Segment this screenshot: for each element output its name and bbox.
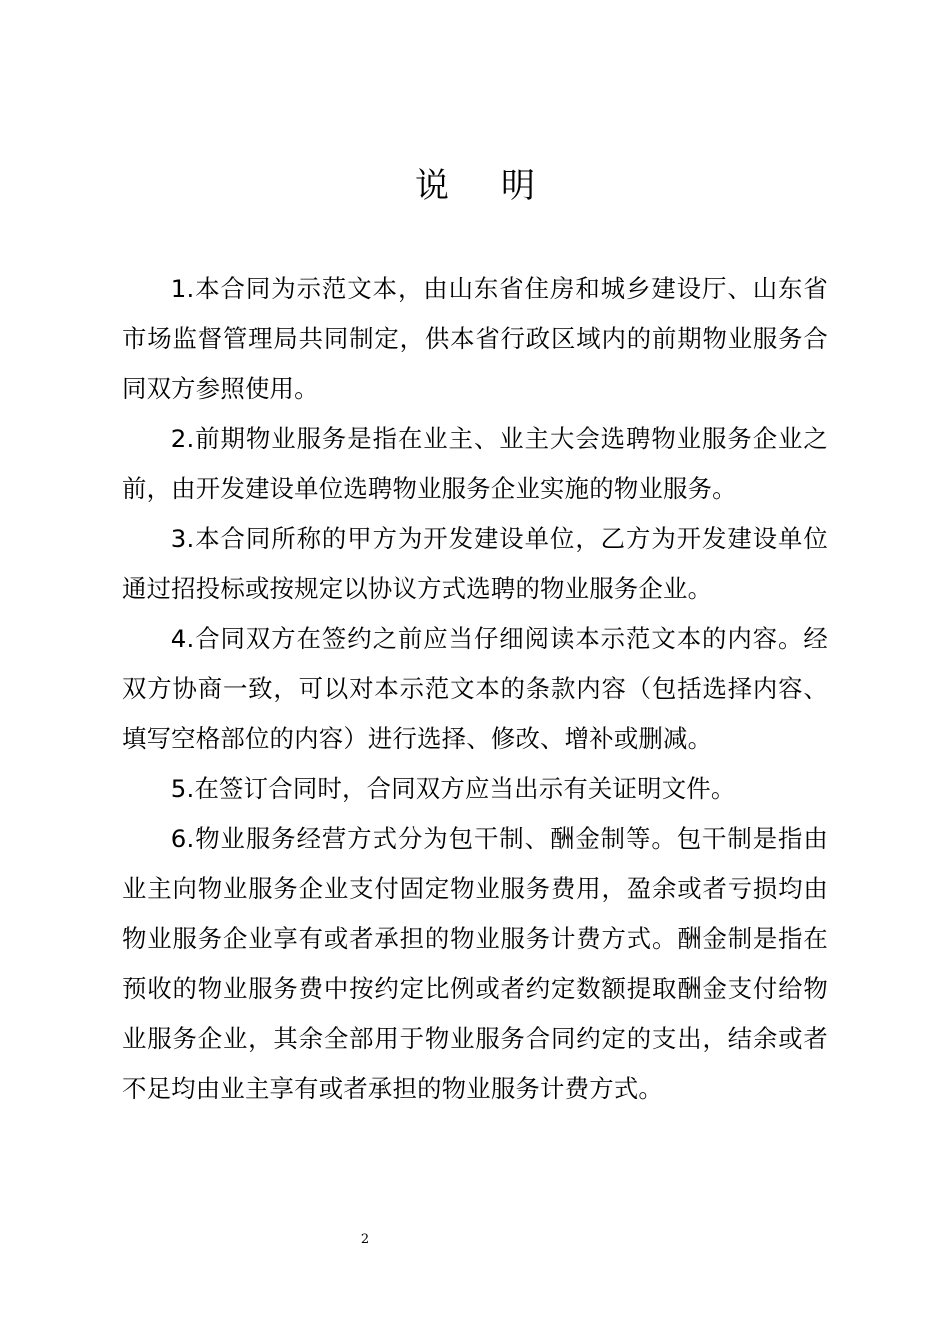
paragraph-3: 3.本合同所称的甲方为开发建设单位，乙方为开发建设单位通过招投标或按规定以协议方式选聘的物业服务企业。 <box>122 524 828 603</box>
paragraph-1: 1.本合同为示范文本，由山东省住房和城乡建设厅、山东省市场监督管理局共同制定，供本省行政区域内的前期物业服务合同双方参照使用。 <box>122 274 828 403</box>
paragraph-5: 5.在签订合同时，合同双方应当出示有关证明文件。 <box>170 774 736 803</box>
paragraph-4: 4.合同双方在签约之前应当仔细阅读本示范文本的内容。经双方协商一致，可以对本示范文本的条款内容（包括选择内容、填写空格部位的内容）进行选择、修改、增补或删减。 <box>122 624 828 753</box>
paragraph-2: 2.前期物业服务是指在业主、业主大会选聘物业服务企业之前，由开发建设单位选聘物业服务企业实施的物业服务。 <box>122 424 828 503</box>
paragraph-6: 6.物业服务经营方式分为包干制、酬金制等。包干制是指由业主向物业服务企业支付固定物业服务费用，盈余或者亏损均由物业服务企业享有或者承担的物业服务计费方式。酬金制是指在预收的物业服务费中按约定比例或者约定数额提取酬金支付给物业服务企业，其余全部用于物业服务合同约定的支出，结余或者不足均由业主享有或者承担的物业服务计费方式。 <box>122 824 828 1103</box>
document-body <box>122 264 828 1114</box>
page-number: 2 <box>360 1232 370 1247</box>
page-title: 说明 <box>415 166 587 206</box>
